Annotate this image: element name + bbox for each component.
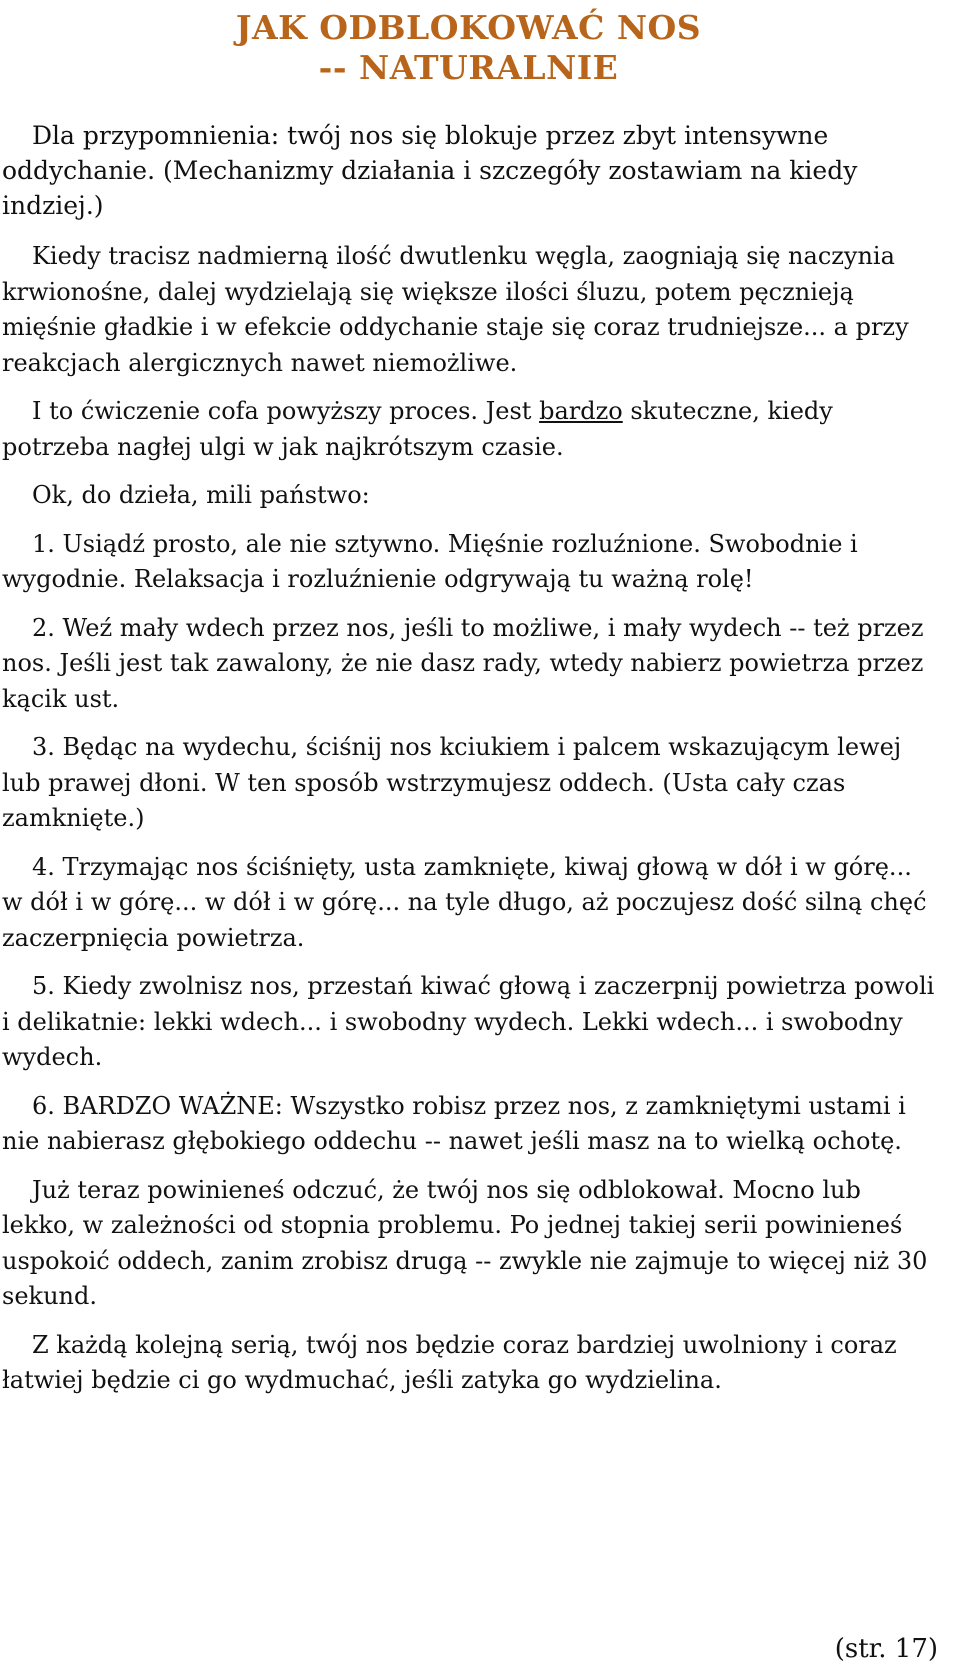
paragraph-exercise-intro bbox=[2, 394, 935, 465]
intro-paragraph: Dla przypomnienia: twój nos się blokuje przez zbyt intensywne oddychanie. (Mechanizmy działania i szczegóły zostawiam na kiedy indziej.) bbox=[2, 121, 858, 220]
underlined-word: bardzo bbox=[539, 397, 623, 425]
paragraph-exercise-intro-end: skuteczne, kiedy potrzeba nagłej ulgi w jak najkrótszym czasie. bbox=[2, 397, 833, 461]
paragraph-exercise-intro-start: I to ćwiczenie cofa powyższy proces. Jest bbox=[32, 397, 540, 425]
page-number: (str. 17) bbox=[834, 1634, 938, 1664]
step-1: 1. Usiądź prosto, ale nie sztywno. Mięśnie rozluźnione. Swobodnie i wygodnie. Relaksacja i rozluźnienie odgrywają tu ważną rolę! bbox=[2, 529, 858, 593]
body-text bbox=[2, 239, 935, 1399]
page-title bbox=[2, 0, 935, 88]
paragraph-result: Już teraz powinieneś odczuć, że twój nos się odblokował. Mocno lub lekko, w zależności od stopnia problemu. Po jednej takiej serii powinieneś uspokoić oddech, zanim zrobisz drugą -- zwykle nie zajmuje to więcej niż 30 sekund. bbox=[2, 1175, 928, 1310]
step-4: 4. Trzymając nos ściśnięty, usta zamknięte, kiwaj głową w dół i w górę... w dół i w górę... w dół i w górę... na tyle długo, aż poczujesz dość silną chęć zaczerpnięcia powietrza. bbox=[2, 852, 927, 952]
step-3: 3. Będąc na wydechu, ściśnij nos kciukiem i palcem wskazującym lewej lub prawej dłoni. W ten sposób wstrzymujesz oddech. (Usta cały czas zamknięte.) bbox=[2, 733, 902, 832]
paragraph-mechanism: Kiedy tracisz nadmierną ilość dwutlenku węgla, zaogniają się naczynia krwionośne, dalej wydzielają się większe ilości śluzu, potem pęcznieją mięśnie gładkie i w efekcie oddychanie staje się coraz trudniejsze... a przy reakcjach alergicznych nawet niemożliwe. bbox=[2, 242, 909, 377]
step-2: 2. Weź mały wdech przez nos, jeśli to możliwe, i mały wydech -- też przez nos. Jeśli jest tak zawalony, że nie dasz rady, wtedy nabierz powietrza przez kącik ust. bbox=[2, 613, 924, 713]
step-5: 5. Kiedy zwolnisz nos, przestań kiwać głową i zaczerpnij powietrza powoli i delikatnie: lekki wdech... i swobodny wydech. Lekki wdech... i swobodny wydech. bbox=[2, 972, 935, 1071]
paragraph-lets-go: Ok, do dzieła, mili państwo: bbox=[32, 481, 370, 509]
title-line-2: -- NATURALNIE bbox=[318, 48, 619, 87]
title-line-1: JAK ODBLOKOWAĆ NOS bbox=[235, 8, 702, 47]
paragraph-series: Z każdą kolejną serią, twój nos będzie coraz bardziej uwolniony i coraz łatwiej będzie ci go wydmuchać, jeśli zatyka go wydzielina. bbox=[2, 1330, 897, 1394]
step-6: 6. BARDZO WAŻNE: Wszystko robisz przez nos, z zamkniętymi ustami i nie nabierasz głębokiego oddechu -- nawet jeśli masz na to wielką ochotę. bbox=[2, 1091, 906, 1155]
